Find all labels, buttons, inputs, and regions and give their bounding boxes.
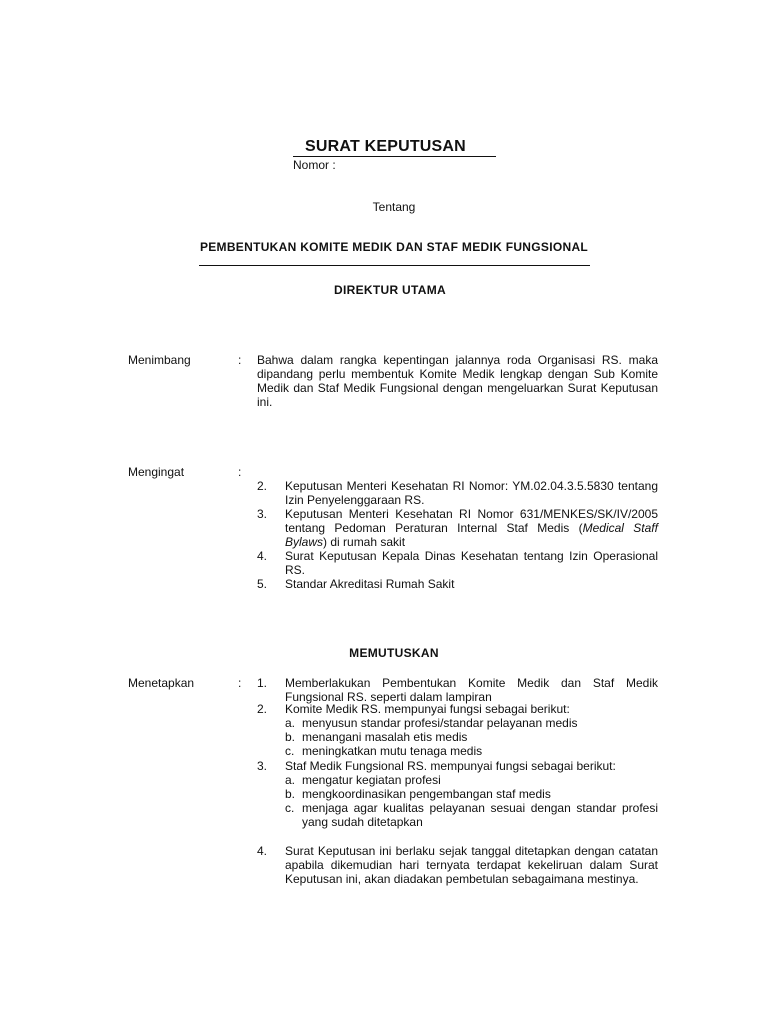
menimbang-text: Bahwa dalam rangka kepentingan jalannya roda Organisasi RS. maka dipandang perlu membentuk Komite Medik lengkap dengan Sub Komite Medik dan Staf Medik Fungsional dengan mengeluarkan Surat Keputusan ini. [257,353,658,409]
menetapkan-item-number: 2. [257,702,268,716]
mengingat-item-text-after: ) di rumah sakit [323,535,406,549]
sub-item-text: mengatur kegiatan profesi [302,773,441,787]
sub-item-letter: a. [285,773,296,787]
sub-item-letter: c. [285,744,295,758]
menetapkan-item-text: Staf Medik Fungsional RS. mempunyai fungsi sebagai berikut: [285,759,616,773]
sub-item-text: menyusun standar profesi/standar pelayanan medis [302,716,578,730]
menetapkan-item-number: 3. [257,759,268,773]
menetapkan-item-number: 4. [257,844,268,858]
mengingat-item-number: 4. [257,549,268,563]
subject-underline [199,265,590,266]
menetapkan-label: Menetapkan [128,676,195,690]
issuer-heading: DIREKTUR UTAMA [334,283,446,297]
subject-heading: PEMBENTUKAN KOMITE MEDIK DAN STAF MEDIK FUNGSIONAL [199,240,589,254]
menetapkan-item-text: Komite Medik RS. mempunyai fungsi sebagai berikut: [285,702,570,716]
menetapkan-colon: : [238,676,242,690]
mengingat-item-text-before: Keputusan Menteri Kesehatan RI Nomor 631/MENKES/SK/IV/2005 tentang Pedoman Peraturan Internal Staf Medis ( [285,507,658,535]
mengingat-item-text [285,507,658,549]
mengingat-item-text: Standar Akreditasi Rumah Sakit [285,577,455,591]
mengingat-item-number: 2. [257,479,268,493]
mengingat-item-number: 3. [257,507,268,521]
menimbang-colon: : [238,353,242,367]
mengingat-item-number: 5. [257,577,268,591]
menimbang-label: Menimbang [128,353,191,367]
sub-item-letter: c. [285,801,295,815]
menetapkan-item-text: Surat Keputusan ini berlaku sejak tanggal ditetapkan dengan catatan apabila dikemudian hari ternyata terdapat kekeliruan dalam Surat Keputusan ini, akan diadakan pembetulan sebagaimana mestinya. [285,844,658,886]
mengingat-item-text: Keputusan Menteri Kesehatan RI Nomor: YM.02.04.3.5.5830 tentang Izin Penyelenggaraan RS. [285,479,658,507]
nomor-label: Nomor : [293,158,336,172]
medical-staff-bylaws-italic: Medical Staff Bylaws [285,521,658,549]
sub-item-text: meningkatkan mutu tenaga medis [302,744,483,758]
sub-item-text: menjaga agar kualitas pelayanan sesuai dengan standar profesi yang sudah ditetapkan [302,801,658,829]
sub-item-letter: b. [285,787,296,801]
mengingat-item-text: Surat Keputusan Kepala Dinas Kesehatan tentang Izin Operasional RS. [285,549,658,577]
sub-item-letter: a. [285,716,296,730]
sub-item-text: menangani masalah etis medis [302,730,468,744]
menetapkan-item-text: Memberlakukan Pembentukan Komite Medik dan Staf Medik Fungsional RS. seperti dalam lampiran [285,676,658,704]
mengingat-colon: : [238,465,242,479]
sub-item-letter: b. [285,730,296,744]
title-underline [293,156,496,157]
tentang-label: Tentang [372,200,416,214]
sub-item-text: mengkoordinasikan pengembangan staf medis [302,787,551,801]
decision-heading: MEMUTUSKAN [349,646,439,660]
mengingat-label: Mengingat [128,465,185,479]
menetapkan-item-number: 1. [257,676,268,690]
document-title: SURAT KEPUTUSAN [305,138,466,155]
